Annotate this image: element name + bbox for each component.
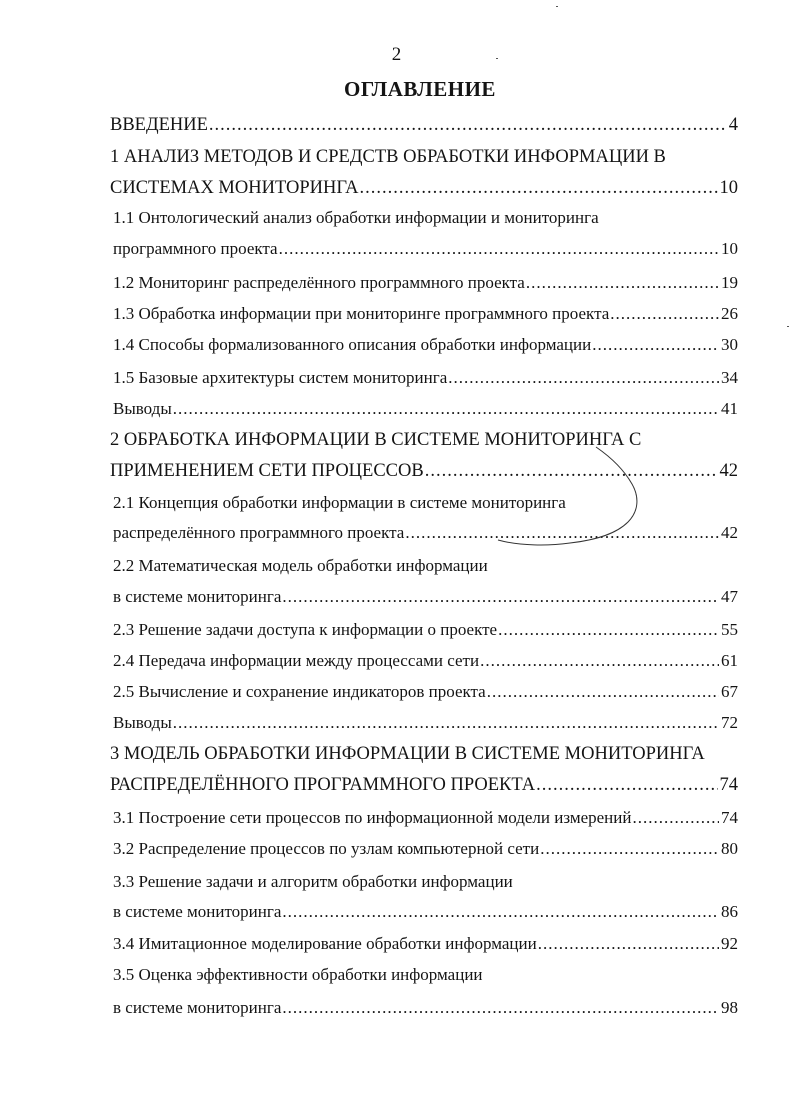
toc-entry-text: распределённого программного проекта xyxy=(113,523,405,542)
toc-entry-text: 3.4 Имитационное моделирование обработки информации xyxy=(113,934,537,953)
scan-speck xyxy=(556,6,558,7)
toc-page-number: 98 xyxy=(721,998,738,1017)
toc-leader-dots xyxy=(479,649,719,673)
toc-entry-text: 1 АНАЛИЗ МЕТОДОВ И СРЕДСТВ ОБРАБОТКИ ИНФОРМАЦИИ В xyxy=(110,147,666,167)
toc-entry-text: 3.3 Решение задачи и алгоритм обработки информации xyxy=(113,872,513,891)
toc-entry-text: программного проекта xyxy=(113,239,278,258)
toc-entry-text: ВВЕДЕНИЕ xyxy=(110,115,208,135)
toc-entry[interactable] xyxy=(110,145,738,169)
toc-page-number: 86 xyxy=(721,902,738,921)
toc-leader-dots xyxy=(539,837,719,861)
toc-leader-dots xyxy=(447,366,719,390)
toc-entry-text: РАСПРЕДЕЛЁННОГО ПРОГРАММНОГО ПРОЕКТА xyxy=(110,775,536,795)
toc-entry-text: в системе мониторинга xyxy=(113,587,282,606)
toc-entry[interactable] xyxy=(110,742,738,766)
toc-page-number: 10 xyxy=(719,178,738,198)
toc-page-number: 92 xyxy=(721,934,738,953)
toc-entry-text: 3 МОДЕЛЬ ОБРАБОТКИ ИНФОРМАЦИИ В СИСТЕМЕ МОНИТОРИНГА xyxy=(110,744,705,764)
toc-title: ОГЛАВЛЕНИЕ xyxy=(344,77,496,101)
toc-page-number: 30 xyxy=(721,335,738,354)
toc-leader-dots xyxy=(172,397,719,421)
toc-page-number: 55 xyxy=(721,620,738,639)
toc-page-number: 4 xyxy=(728,115,738,135)
toc-entry-text: ПРИМЕНЕНИЕМ СЕТИ ПРОЦЕССОВ xyxy=(110,461,424,481)
toc-entry-text: 2.3 Решение задачи доступа к информации о проекте xyxy=(113,620,498,639)
toc-entry-text: 1.3 Обработка информации при мониторинге программного проекта xyxy=(113,304,610,323)
toc-entry[interactable] xyxy=(113,837,738,861)
toc-entry-text: 1.4 Способы формализованного описания обработки информации xyxy=(113,335,592,354)
toc-leader-dots xyxy=(358,176,717,200)
toc-page-number: 26 xyxy=(721,304,738,323)
toc-entry-text: в системе мониторинга xyxy=(113,902,282,921)
toc-page-number: 72 xyxy=(721,713,738,732)
toc-page-number: 42 xyxy=(721,523,738,542)
toc-page-number: 74 xyxy=(721,808,738,827)
toc-entry[interactable] xyxy=(113,870,738,894)
toc-leader-dots xyxy=(591,333,719,357)
toc-entry-text: Выводы xyxy=(113,399,172,418)
toc-leader-dots xyxy=(281,900,719,924)
toc-entry[interactable] xyxy=(113,711,738,735)
page-number: 2 xyxy=(391,44,402,65)
toc-page-number: 42 xyxy=(719,461,738,481)
scan-speck xyxy=(787,326,789,327)
toc-entry[interactable] xyxy=(113,237,738,261)
toc-entry-text: 3.5 Оценка эффективности обработки информации xyxy=(113,965,483,984)
toc-entry-text: 1.1 Онтологический анализ обработки информации и мониторинга xyxy=(113,208,599,227)
toc-leader-dots xyxy=(537,932,719,956)
toc-page-number: 34 xyxy=(721,368,738,387)
toc-entry[interactable] xyxy=(113,554,738,578)
toc-leader-dots xyxy=(208,113,727,137)
toc-entry[interactable] xyxy=(110,459,738,483)
toc-entry[interactable] xyxy=(110,113,738,137)
toc-entry[interactable] xyxy=(110,773,738,797)
toc-page-number: 41 xyxy=(721,399,738,418)
toc-entry-text: 1.2 Мониторинг распределённого программного проекта xyxy=(113,273,525,292)
toc-entry[interactable] xyxy=(113,585,738,609)
toc-page-number: 74 xyxy=(719,775,738,795)
toc-leader-dots xyxy=(172,711,719,735)
toc-entry[interactable] xyxy=(113,521,738,545)
toc-entry[interactable] xyxy=(110,428,738,452)
toc-entry-text: 2.2 Математическая модель обработки информации xyxy=(113,556,488,575)
toc-entry-text: 3.2 Распределение процессов по узлам компьютерной сети xyxy=(113,839,540,858)
toc-entry-text: СИСТЕМАХ МОНИТОРИНГА xyxy=(110,178,359,198)
toc-entry[interactable] xyxy=(113,932,738,956)
toc-leader-dots xyxy=(497,618,719,642)
toc-entry[interactable] xyxy=(113,397,738,421)
toc-page-number: 61 xyxy=(721,651,738,670)
toc-entry-text: 2.4 Передача информации между процессами сети xyxy=(113,651,480,670)
toc-entry[interactable] xyxy=(113,333,738,357)
toc-leader-dots xyxy=(535,773,717,797)
toc-page-number: 19 xyxy=(721,273,738,292)
toc-page-number: 67 xyxy=(721,682,738,701)
toc-leader-dots xyxy=(281,585,719,609)
toc-entry[interactable] xyxy=(113,302,738,326)
toc-entry-text: 2.1 Концепция обработки информации в системе мониторинга xyxy=(113,493,566,512)
toc-leader-dots xyxy=(424,459,718,483)
toc-entry[interactable] xyxy=(113,680,738,704)
toc-entry-text: 3.1 Построение сети процессов по информационной модели измерений xyxy=(113,808,632,827)
toc-entry[interactable] xyxy=(113,271,738,295)
toc-entry-text: в системе мониторинга xyxy=(113,998,282,1017)
toc-entry-text: 2.5 Вычисление и сохранение индикаторов проекта xyxy=(113,682,486,701)
toc-entry[interactable] xyxy=(113,996,738,1020)
toc-page-number: 80 xyxy=(721,839,738,858)
toc-entry[interactable] xyxy=(113,649,738,673)
toc-page-number: 10 xyxy=(721,239,738,258)
toc-entry-text: 1.5 Базовые архитектуры систем мониторинга xyxy=(113,368,448,387)
toc-leader-dots xyxy=(486,680,719,704)
toc-leader-dots xyxy=(278,237,719,261)
toc-entry[interactable] xyxy=(113,366,738,390)
toc-leader-dots xyxy=(404,521,719,545)
toc-entry[interactable] xyxy=(113,963,738,987)
toc-entry[interactable] xyxy=(113,806,738,830)
toc-entry[interactable] xyxy=(113,206,738,230)
toc-page-number: 47 xyxy=(721,587,738,606)
toc-entry[interactable] xyxy=(113,491,738,515)
toc-leader-dots xyxy=(525,271,719,295)
toc-leader-dots xyxy=(609,302,719,326)
toc-entry[interactable] xyxy=(110,176,738,200)
toc-entry[interactable] xyxy=(113,900,738,924)
toc-entry-text: 2 ОБРАБОТКА ИНФОРМАЦИИ В СИСТЕМЕ МОНИТОРИНГА С xyxy=(110,430,642,450)
toc-leader-dots xyxy=(281,996,719,1020)
scan-speck xyxy=(496,58,498,59)
toc-entry[interactable] xyxy=(113,618,738,642)
toc-entry-text: Выводы xyxy=(113,713,172,732)
toc-leader-dots xyxy=(631,806,719,830)
